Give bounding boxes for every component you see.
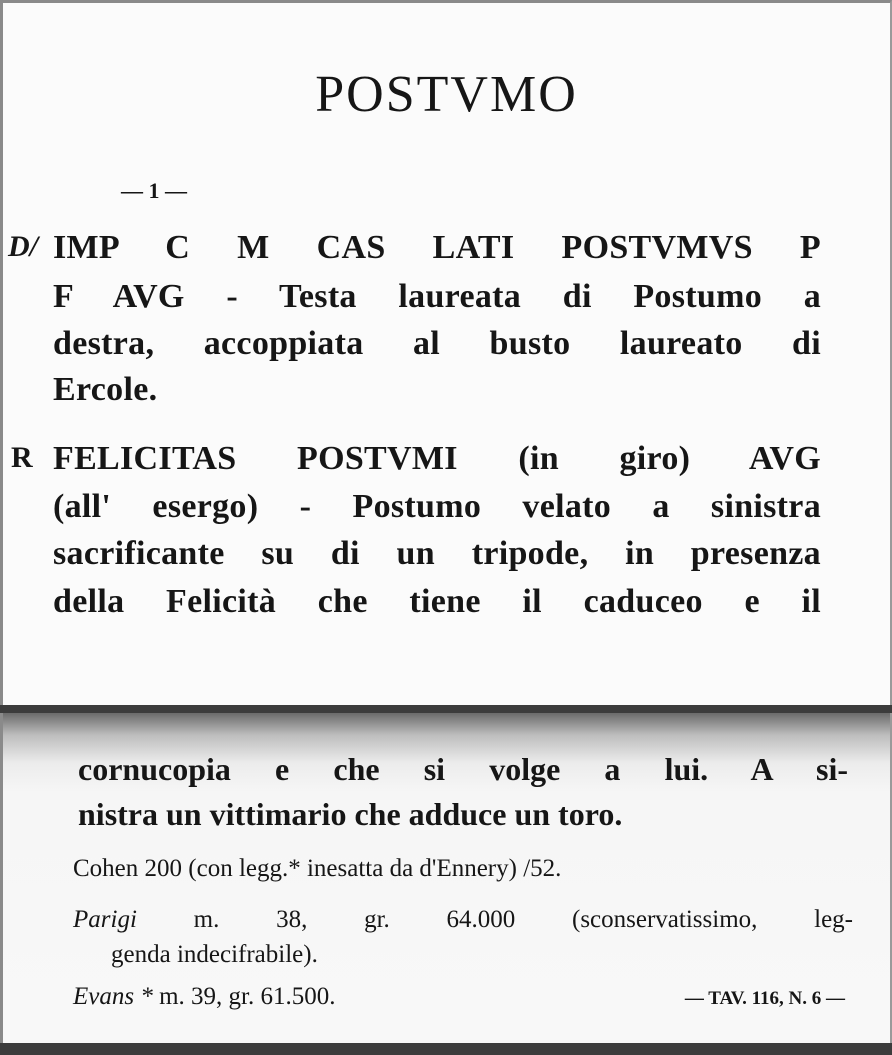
lower-page-clip — [0, 713, 892, 1043]
reverse-line: sacrificante su di un tripode, in presenza — [53, 535, 821, 572]
parigi-name: Parigi — [73, 906, 137, 933]
reverse-symbol: R — [11, 441, 33, 474]
cohen-reference: Cohen 200 (con legg.* inesatta da d'Ennery) /52. — [73, 855, 562, 882]
plate-reference: — TAV. 116, N. 6 — — [684, 988, 845, 1009]
parigi-reference — [73, 906, 853, 934]
reverse-line: della Felicità che tiene il caduceo e il — [53, 583, 821, 620]
evans-details: m. 39, gr. 61.500. — [159, 983, 336, 1010]
continuation-line: nistra un vittimario che adduce un toro. — [78, 796, 623, 832]
reverse-line: FELICITAS POSTVMI (in giro) AVG — [53, 440, 821, 477]
obverse-line: IMP C M CAS LATI POSTVMVS P — [53, 229, 821, 266]
evans-reference — [73, 983, 573, 1011]
evans-name: Evans * — [73, 983, 153, 1010]
parigi-continuation: genda indecifrabile). — [111, 941, 318, 968]
item-number: — 1 — — [121, 178, 187, 203]
parigi-details: m. 38, gr. 64.000 (sconservatissimo, leg- — [193, 906, 854, 933]
page-title: POSTVMO — [315, 66, 578, 123]
obverse-symbol: D/ — [8, 230, 38, 263]
continuation-line: cornucopia e che si volge a lui. A si- — [78, 751, 848, 787]
obverse-line: destra, accoppiata al busto laureato di — [53, 325, 821, 362]
obverse-line: Ercole. — [53, 371, 158, 408]
reverse-line: (all' esergo) - Postumo velato a sinistra — [53, 488, 821, 525]
obverse-line: F AVG - Testa laureata di Postumo a — [53, 278, 821, 315]
